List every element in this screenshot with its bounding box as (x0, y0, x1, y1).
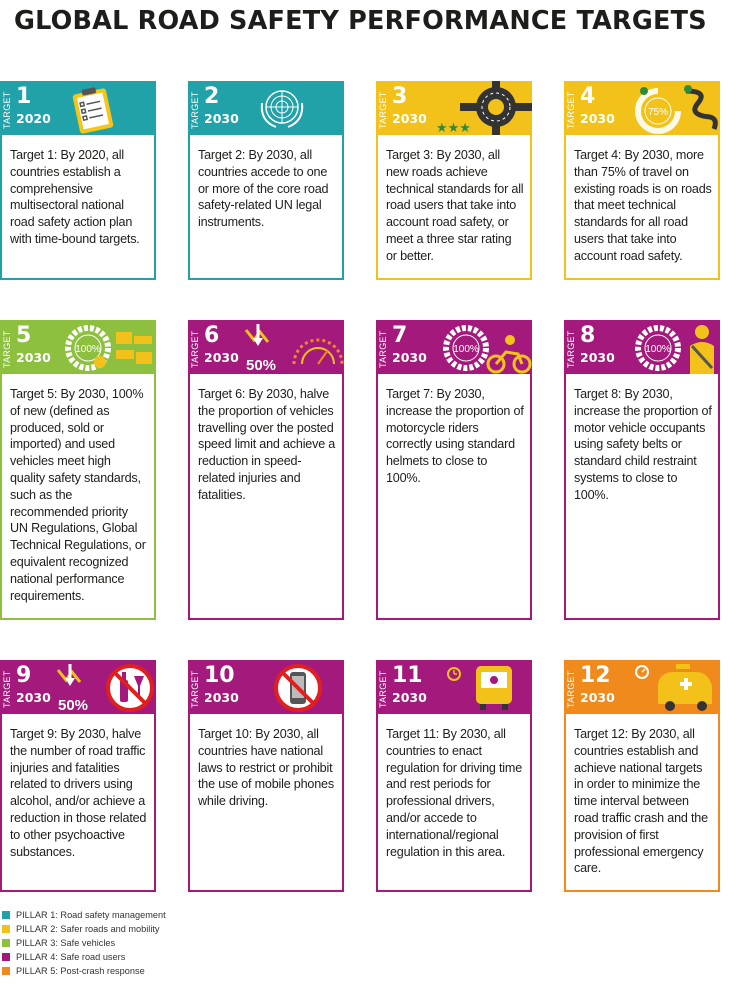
target-label: TARGET (2, 91, 12, 129)
target-number: 3 (392, 84, 408, 109)
legend-swatch (2, 953, 10, 961)
target-year: 2030 (392, 111, 427, 126)
target-number: 6 (204, 323, 220, 348)
card-header (564, 660, 720, 714)
percent-badge: 50% (58, 697, 89, 714)
legend-swatch (2, 911, 10, 919)
card-header (376, 320, 532, 374)
target-card-4 (564, 81, 720, 280)
target-label: TARGET (566, 670, 576, 708)
legend-swatch (2, 925, 10, 933)
card-header (188, 660, 344, 714)
target-card-6 (188, 320, 344, 620)
legend-item (2, 922, 166, 936)
target-year: 2030 (580, 690, 615, 705)
target-card-7 (376, 320, 532, 620)
target-description: Target 1: By 2020, all countries establish a comprehensive multisectoral national road safety action plan with time-bound targets. (10, 148, 140, 246)
percent-badge: 100% (453, 344, 479, 355)
percent-badge: 100% (645, 344, 671, 355)
card-header (0, 320, 156, 374)
target-card-10 (188, 660, 344, 892)
pillar-legend (2, 908, 166, 978)
svg-text:★★★: ★★★ (436, 120, 471, 135)
target-year: 2030 (16, 350, 51, 365)
target-description: Target 7: By 2030, increase the proportion of motorcycle riders correctly using standard helmets to close to 100%. (386, 387, 524, 485)
legend-item (2, 936, 166, 950)
card-header (564, 81, 720, 135)
target-description: Target 9: By 2030, halve the number of road traffic injuries and fatalities related to drivers using alcohol, and/or achieve a reduction in those related to other psychoactive substances. (10, 727, 147, 859)
clipboard-checklist-icon (54, 81, 156, 135)
target-number: 2 (204, 84, 220, 109)
target-description: Target 12: By 2030, all countries establish and achieve national targets in order to minimize the time interval between road traffic crash and the provision of first professional emergency care. (574, 727, 708, 876)
legend-item (2, 950, 166, 964)
target-year: 2030 (204, 350, 239, 365)
card-header (564, 320, 720, 374)
legend-label: PILLAR 5: Post-crash response (16, 966, 145, 976)
target-year: 2030 (16, 690, 51, 705)
target-number: 7 (392, 323, 408, 348)
target-number: 10 (204, 663, 235, 688)
target-description: Target 2: By 2030, all countries accede to one or more of the core road safety-related UN legal instruments. (198, 148, 329, 230)
target-label: TARGET (378, 330, 388, 368)
target-year: 2020 (16, 111, 51, 126)
target-number: 1 (16, 84, 32, 109)
target-number: 4 (580, 84, 596, 109)
target-card-12 (564, 660, 720, 892)
vehicles-100-percent-icon (54, 320, 156, 374)
target-label: TARGET (190, 670, 200, 708)
target-card-1 (0, 81, 156, 280)
percent-badge: 50% (246, 357, 277, 374)
no-alcohol-50-percent-icon (54, 660, 156, 714)
target-label: TARGET (566, 330, 576, 368)
card-header (0, 81, 156, 135)
target-label: TARGET (2, 670, 12, 708)
legend-label: PILLAR 1: Road safety management (16, 910, 166, 920)
seatbelt-100-percent-icon (618, 320, 720, 374)
target-description: Target 3: By 2030, all new roads achieve technical standards for all road users that take into account road safety, or meet a three star rating or better. (386, 148, 524, 263)
card-header (188, 81, 344, 135)
target-card-3 (376, 81, 532, 280)
legend-item (2, 964, 166, 978)
target-description: Target 4: By 2030, more than 75% of travel on existing roads is on roads that meet technical standards for all road users that take into account road safety. (574, 148, 712, 263)
target-label: TARGET (190, 91, 200, 129)
target-year: 2030 (580, 350, 615, 365)
page-title: GLOBAL ROAD SAFETY PERFORMANCE TARGETS (14, 6, 707, 36)
motorcycle-helmet-100-percent-icon (430, 320, 532, 374)
legend-item (2, 908, 166, 922)
target-number: 5 (16, 323, 32, 348)
target-number: 8 (580, 323, 596, 348)
target-label: TARGET (2, 330, 12, 368)
target-description: Target 5: By 2030, 100% of new (defined as produced, sold or imported) and used vehicles meet high quality safety standards, such as the recommended priority UN Regulations, Global Technical Regulations, or equivalent recognized national performance requirements. (10, 387, 146, 603)
target-year: 2030 (392, 350, 427, 365)
target-description: Target 6: By 2030, halve the proportion of vehicles travelling over the posted speed limit and achieve a reduction in speed-related injuries and fatalities. (198, 387, 336, 502)
card-header (376, 660, 532, 714)
speedometer-50-percent-icon (242, 320, 344, 374)
target-card-2 (188, 81, 344, 280)
card-header (376, 81, 532, 135)
un-emblem-icon (242, 81, 344, 135)
card-header (0, 660, 156, 714)
target-number: 11 (392, 663, 423, 688)
card-header (188, 320, 344, 374)
target-year: 2030 (204, 111, 239, 126)
truck-driver-clock-icon (430, 660, 532, 714)
target-description: Target 10: By 2030, all countries have national laws to restrict or prohibit the use of mobile phones while driving. (198, 727, 334, 809)
target-label: TARGET (378, 91, 388, 129)
legend-label: PILLAR 2: Safer roads and mobility (16, 924, 160, 934)
target-label: TARGET (190, 330, 200, 368)
legend-label: PILLAR 4: Safe road users (16, 952, 126, 962)
target-description: Target 8: By 2030, increase the proportion of motor vehicle occupants using safety belts or standard child restraint systems to close to 100%. (574, 387, 712, 502)
target-year: 2030 (392, 690, 427, 705)
percent-badge: 75% (647, 107, 669, 118)
no-mobile-phone-icon (242, 660, 344, 714)
target-card-8 (564, 320, 720, 620)
target-label: TARGET (566, 91, 576, 129)
target-card-5 (0, 320, 156, 620)
target-year: 2030 (580, 111, 615, 126)
ambulance-timer-icon (618, 660, 720, 714)
target-number: 9 (16, 663, 32, 688)
target-description: Target 11: By 2030, all countries to enact regulation for driving time and rest periods for professional drivers, and/or accede to international/regional regulation in this area. (386, 727, 522, 859)
target-year: 2030 (204, 690, 239, 705)
target-card-9 (0, 660, 156, 892)
target-card-11 (376, 660, 532, 892)
legend-label: PILLAR 3: Safe vehicles (16, 938, 116, 948)
percent-badge: 100% (75, 344, 101, 355)
winding-road-75-percent-icon (618, 81, 720, 135)
target-number: 12 (580, 663, 611, 688)
target-label: TARGET (378, 670, 388, 708)
legend-swatch (2, 967, 10, 975)
roundabout-three-stars-icon (430, 81, 532, 135)
legend-swatch (2, 939, 10, 947)
